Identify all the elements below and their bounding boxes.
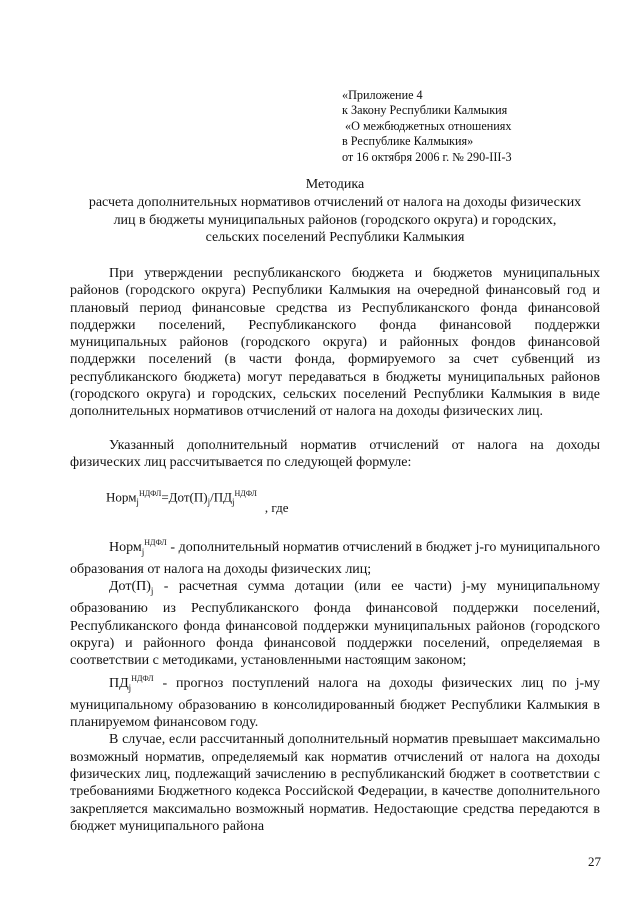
paragraph-formula-intro	[70, 437, 600, 472]
formula-superscript: НДФЛ	[234, 489, 257, 498]
appendix-line: от 16 октября 2006 г. № 290-III-3	[342, 149, 512, 164]
page-number: 27	[588, 854, 601, 869]
paragraph-text: Указанный дополнительный норматив отчислений от налога на доходы физических лиц рассчитывается по следующей формуле:	[70, 438, 600, 471]
appendix-line: «Приложение 4	[342, 88, 423, 102]
definition-index: j	[128, 682, 132, 693]
formula-superscript: НДФЛ	[138, 489, 162, 498]
formula-index: j	[231, 496, 235, 507]
title-line: расчета дополнительных нормативов отчислений от налога на доходы физических	[88, 195, 582, 211]
definition-text: - прогноз поступлений налога на доходы физических лиц по j-му муниципальному образованию в консолидированный бюджет Республики Калмыкия в планируемом финансовом году.	[70, 675, 600, 731]
formula	[106, 489, 289, 516]
title-line: лиц в бюджеты муниципальных районов (городского округа) и городских,	[113, 212, 557, 228]
definition-text: - дополнительный норматив отчислений в бюджет j-го муниципального образования от налога на доходы физических лиц;	[70, 540, 600, 578]
appendix-reference	[342, 88, 512, 165]
document-title	[60, 176, 610, 246]
formula-divisor: /ПД	[210, 489, 232, 505]
paragraph-intro	[70, 265, 600, 421]
definitions	[70, 534, 600, 835]
definition-superscript: НДФЛ	[144, 538, 167, 547]
definition-item	[70, 578, 600, 669]
formula-where: , где	[264, 500, 289, 516]
appendix-line: в Республике Калмыкия»	[342, 134, 474, 149]
formula-index: j	[136, 496, 139, 507]
definition-text: - расчетная сумма дотации (или ее части) j-му муниципальному образованию из Республиканского фонда финансовой поддержки поселений, Республиканского фонда финансовой поддержки муниципальных районов (городского округа) и районного фонда финансовой поддержки поселений, определяемая в соответствии с методиками, установленными настоящим законом;	[70, 579, 600, 669]
paragraph-text: При утверждении республиканского бюджета и бюджетов муниципальных районов (городского округа) Республики Калмыкия на очередной финансовый год и плановый период финансовые средства из Республиканского фонда финансовой поддержки поселений, Республиканского фонда финансовой поддержки муниципальных районов (городского округа) и районных фондов финансовой поддержки поселений (в части фонда, формируемого за счет субвенций из республиканского бюджета) могут передаваться в бюджеты муниципальных районов (городского округа) и городских, сельских поселений Республики Калмыкия в виде дополнительных нормативов отчислений от налога на доходы физических лиц.	[70, 266, 600, 420]
formula-eq: =Дот(П)	[161, 489, 208, 505]
appendix-line: к Закону Республики Калмыкия	[342, 103, 508, 118]
definition-term: Норм	[109, 540, 142, 555]
formula-index: j	[207, 496, 211, 507]
appendix-line: «О межбюджетных отношениях	[345, 118, 512, 133]
definition-index: j	[150, 586, 154, 597]
definition-term: Дот(П)	[109, 579, 151, 595]
title-heading: Методика	[305, 177, 365, 192]
title-line: сельских поселений Республики Калмыкия	[205, 229, 465, 245]
definition-index: j	[141, 546, 145, 557]
paragraph-text: В случае, если рассчитанный дополнительный норматив превышает максимально возможный норматив, определяемый как норматив отчислений от налога на доходы физических лиц, подлежащий зачислению в республиканский бюджет в соответствии с требованиями Бюджетного кодекса Российской Федерации, в качестве дополнительного закрепляется максимально возможный норматив. Недостающие средства передаются в бюджет муниципального района	[70, 732, 600, 834]
definition-item	[70, 534, 600, 578]
definition-item	[70, 670, 600, 732]
definition-superscript: НДФЛ	[131, 673, 154, 683]
formula-lhs: Норм	[106, 489, 137, 505]
definition-term: ПД	[109, 675, 129, 691]
